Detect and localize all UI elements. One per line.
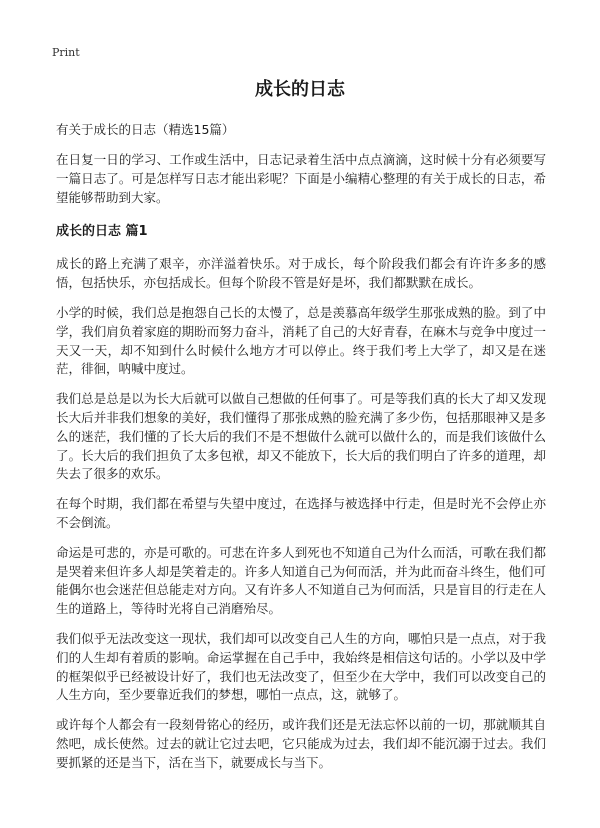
paragraph-7: 或许每个人都会有一段刻骨铭心的经历，或许我们还是无法忘怀以前的一切，那就顺其自然吧，成长使然。过去的就让它过去吧，它只能成为过去，我们却不能沉溺于过去。我们要抓紧的还是当下，活在当下，就要成长与当下。 [56,717,546,770]
paragraph-1: 成长的路上充满了艰辛，亦洋溢着快乐。对于成长，每个阶段我们都会有许许多多的感悟，包括快乐，亦包括成长。但每个阶段不管是好是坏，我们都默默在成长。 [56,256,546,291]
paragraph-6: 我们似乎无法改变这一现状，我们却可以改变自己人生的方向，哪怕只是一点点，对于我们的人生却有着质的影响。命运掌握在自己手中，我始终是相信这句话的。小学以及中学的框架似乎已经被设计好了，我们也无法改变了，但至少在大学中，我们可以改变自己的人生方向，至少要靠近我们的梦想，哪怕一点点，这，就够了。 [56,630,546,703]
page-title: 成长的日志 [255,79,345,100]
paragraph-3: 我们总是总是以为长大后就可以做自己想做的任何事了。可是等我们真的长大了却又发现长大后并非我们想象的美好，我们懂得了那张成熟的脸充满了多少伤，包括那眼神又是多么的迷茫，我们懂的了长大后的我们不是不想做什么就可以做什么的，而是我们该做什么了。长大后的我们担负了太多包袱，却又不能放下，长大后的我们明白了许多的道理，却失去了很多的欢乐。 [56,391,546,482]
paragraph-5: 命运是可悲的，亦是可歌的。可悲在许多人到死也不知道自己为什么而活，可歌在我们都是哭着来但许多人却是笑着走的。许多人知道自己为何而活，并为此而奋斗终生，他们可能偶尔也会迷茫但总能走对方向。又有许多人不知道自己为何而活，只是盲目的行走在人生的道路上，等待时光将自己消磨殆尽。 [56,544,546,617]
paragraph-2: 小学的时候，我们总是抱怨自己长的太慢了，总是羡慕高年级学生那张成熟的脸。到了中学，我们肩负着家庭的期盼而努力奋斗，消耗了自己的大好青春，在麻木与竞争中度过一天又一天，却不知到什么时候什么地方才可以停止。终于我们考上大学了，却又是在迷茫，徘徊，呐喊中度过。 [56,304,546,377]
article-subtitle: 有关于成长的日志（精选15篇） [56,122,235,137]
paragraph-4: 在每个时期，我们都在希望与失望中度过，在选择与被选择中行走，但是时光不会停止亦不会倒流。 [56,496,546,530]
section-heading: 成长的日志 篇1 [56,224,148,240]
print-link[interactable]: Print [52,46,80,59]
intro-paragraph: 在日复一日的学习、工作或生活中，日志记录着生活中点点滴滴，这时候十分有必须要写一篇日志了。可是怎样写日志才能出彩呢？下面是小编精心整理的有关于成长的日志，希望能够帮助到大家。 [56,152,546,205]
article-body [56,121,546,784]
